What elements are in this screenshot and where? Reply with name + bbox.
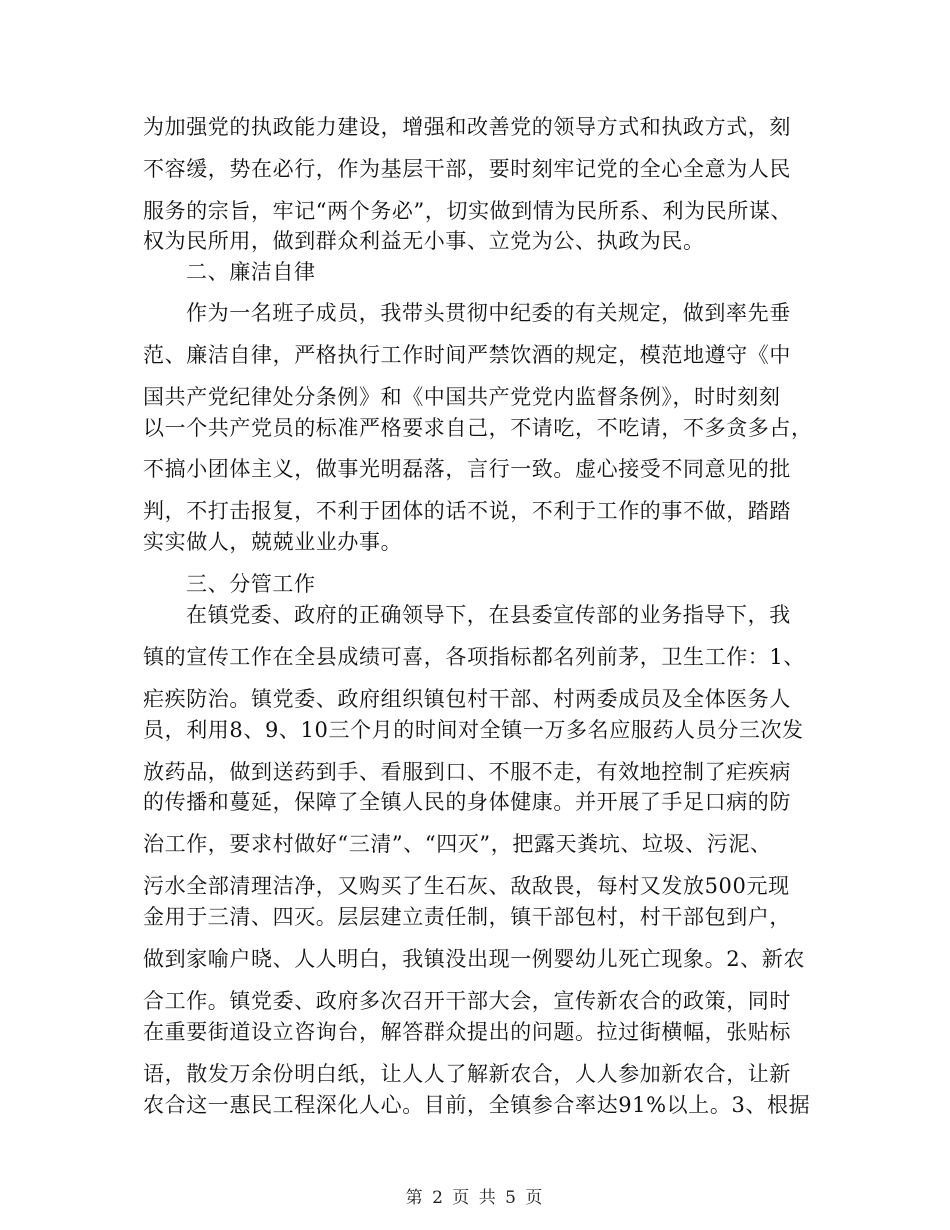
text-line: 合工作。镇党委、政府多次召开干部大会，宣传新农合的政策，同时 <box>143 989 791 1013</box>
text-line: 范、廉洁自律，严格执行工作时间严禁饮酒的规定，模范地遵守《中 <box>143 343 791 367</box>
text-line: 放药品，做到送药到手、看服到口、不服不走，有效地控制了疟疾病 <box>143 760 791 784</box>
text-line: 污水全部清理洁净，又购买了生石灰、敌敌畏，每村又发放500元现 <box>143 874 790 898</box>
text-line: 权为民所用，做到群众利益无小事、立党为公、执政为民。 <box>143 229 705 253</box>
text-line: 做到家喻户晓、人人明白，我镇没出现一例婴幼儿死亡现象。2、新农 <box>143 947 805 971</box>
text-line: 为加强党的执政能力建设，增强和改善党的领导方式和执政方式，刻 <box>143 115 791 139</box>
text-line: 在重要街道设立咨询台，解答群众提出的问题。拉过街横幅，张贴标 <box>143 1020 791 1044</box>
text-line: 疟疾防治。镇党委、政府组织镇包村干部、村两委成员及全体医务人 <box>143 687 791 711</box>
text-line: 不容缓，势在必行，作为基层干部，要时刻牢记党的全心全意为人民 <box>143 157 791 181</box>
text-line: 实实做人，兢兢业业办事。 <box>143 530 403 554</box>
paragraph-first-line: 在镇党委、政府的正确领导下，在县委宣传部的业务指导下，我 <box>186 603 791 627</box>
page-number-footer: 第 2 页 共 5 页 <box>405 1188 545 1208</box>
text-line: 国共产党纪律处分条例》和《中国共产党党内监督条例》，时时刻刻 <box>143 385 781 409</box>
text-line: 语，散发万余份明白纸，让人人了解新农合，人人参加新农合，让新 <box>143 1062 791 1086</box>
text-line: 治工作，要求村做好“三清”、“四灭”，把露天粪坑、垃圾、污泥、 <box>143 832 772 856</box>
text-line: 的传播和蔓延，保障了全镇人民的身体健康。并开展了手足口病的防 <box>143 790 791 814</box>
text-line: 不搞小团体主义，做事光明磊落，言行一致。虚心接受不同意见的批 <box>143 457 791 481</box>
section-heading: 二、廉洁自律 <box>186 260 316 284</box>
section-heading: 三、分管工作 <box>186 572 316 596</box>
text-line: 以一个共产党员的标准严格要求自己，不请吃，不吃请，不多贪多占， <box>143 416 813 440</box>
text-line: 员，利用8、9、10三个月的时间对全镇一万多名应服药人员分三次发 <box>143 718 804 742</box>
text-line: 金用于三清、四灭。层层建立责任制，镇干部包村，村干部包到户， <box>143 905 791 929</box>
text-line: 农合这一惠民工程深化人心。目前，全镇参合率达91%以上。3、根据 <box>143 1093 811 1117</box>
text-line: 镇的宣传工作在全县成绩可喜，各项指标都名列前茅，卫生工作：1、 <box>143 645 805 669</box>
paragraph-first-line: 作为一名班子成员，我带头贯彻中纪委的有关规定，做到率先垂 <box>186 301 791 325</box>
text-line: 服务的宗旨，牢记“两个务必”，切实做到情为民所系、利为民所谋、 <box>143 199 793 223</box>
text-line: 判，不打击报复，不利于团体的话不说，不利于工作的事不做，踏踏 <box>143 499 791 523</box>
